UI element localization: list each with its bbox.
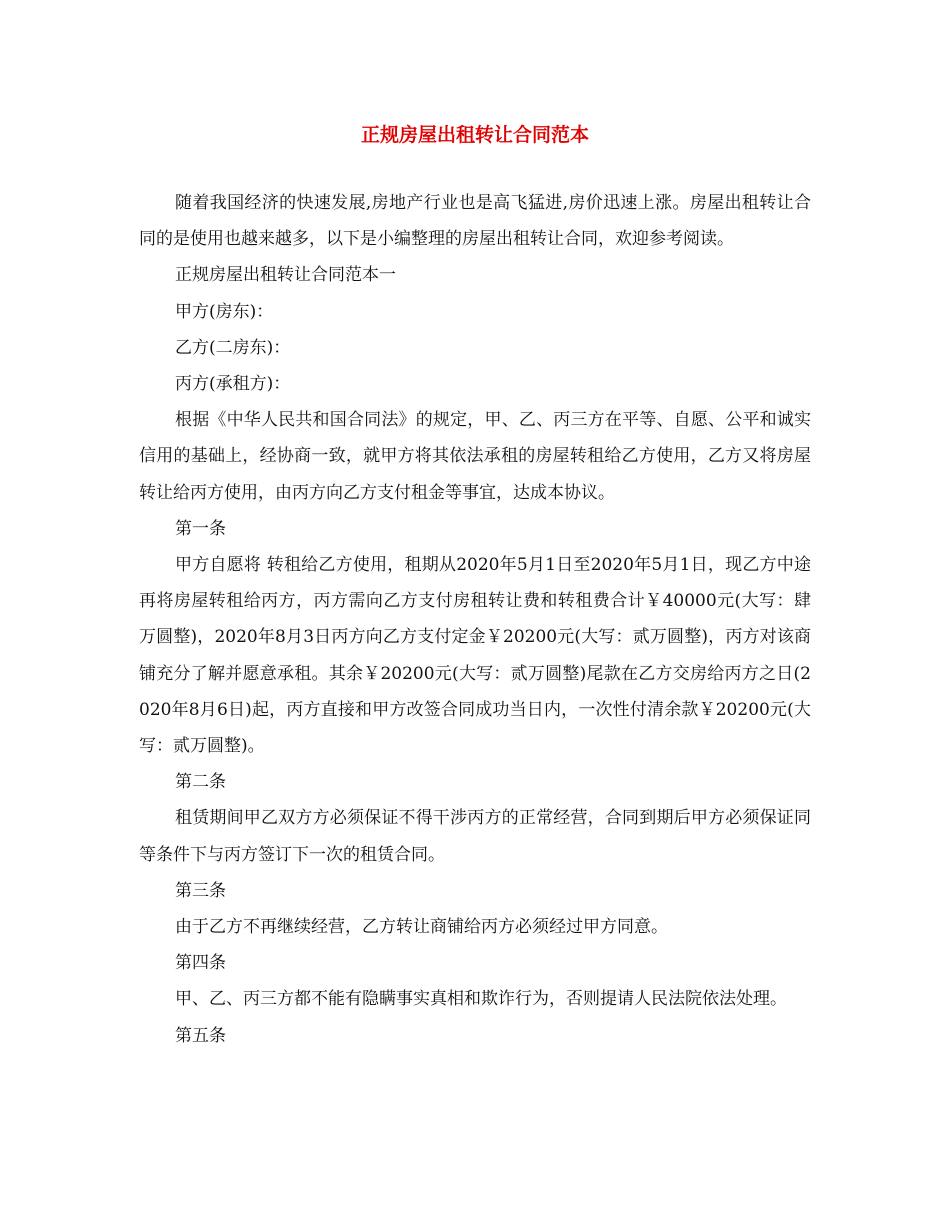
section-heading-template-one: 正规房屋出租转让合同范本一 [175,265,396,286]
article-4-heading: 第四条 [175,953,226,974]
party-c-line: 丙方(承租方)： [175,374,291,395]
article-5-heading: 第五条 [175,1025,226,1046]
article-2-text: 租赁期间甲乙双方方必须保证不得干涉丙方的正常经营，合同到期后甲方必须保证同等条件下与丙方签订下一次的租赁合同。 [139,808,811,865]
article-3-text: 由于乙方不再继续经营，乙方转让商铺给丙方必须经过甲方同意。 [175,917,668,938]
article-3-heading: 第三条 [175,880,226,901]
article-1-heading: 第一条 [175,518,226,539]
preamble-paragraph: 根据《中华人民共和国合同法》的规定，甲、乙、丙三方在平等、自愿、公平和诚实信用的基础上，经协商一致，就甲方将其依法承租的房屋转租给乙方使用，乙方又将房屋转让给丙方使用，由丙方向乙方支付租金等事宜，达成本协议。 [139,410,811,503]
document-title: 正规房屋出租转让合同范本 [360,124,589,146]
article-4-text: 甲、乙、丙三方都不能有隐瞒事实真相和欺诈行为，否则提请人民法院依法处理。 [175,989,787,1010]
party-b-line: 乙方(二房东)： [175,337,291,358]
document-body [139,185,811,1054]
article-1-text: 甲方自愿将 转租给乙方使用，租期从2020年5月1日至2020年5月1日，现乙方中途再将房屋转租给丙方，丙方需向乙方支付房租转让费和转租费合计￥40000元(大写：肆万圆整)，2020年8月3日丙方向乙方支付定金￥20200元(大写：贰万圆整)，丙方对该商铺充分了解并愿意承租。其余￥20200元(大写：贰万圆整)尾款在乙方交房给丙方之日(2020年8月6日)起，丙方直接和甲方改签合同成功当日内，一次性付清余款￥20200元(大写：贰万圆整)。 [139,555,811,757]
intro-paragraph: 随着我国经济的快速发展,房地产行业也是高飞猛进,房价迅速上涨。房屋出租转让合同的是使用也越来越多，以下是小编整理的房屋出租转让合同，欢迎参考阅读。 [139,193,811,250]
party-a-line: 甲方(房东)： [175,301,274,322]
article-2-heading: 第二条 [175,772,226,793]
